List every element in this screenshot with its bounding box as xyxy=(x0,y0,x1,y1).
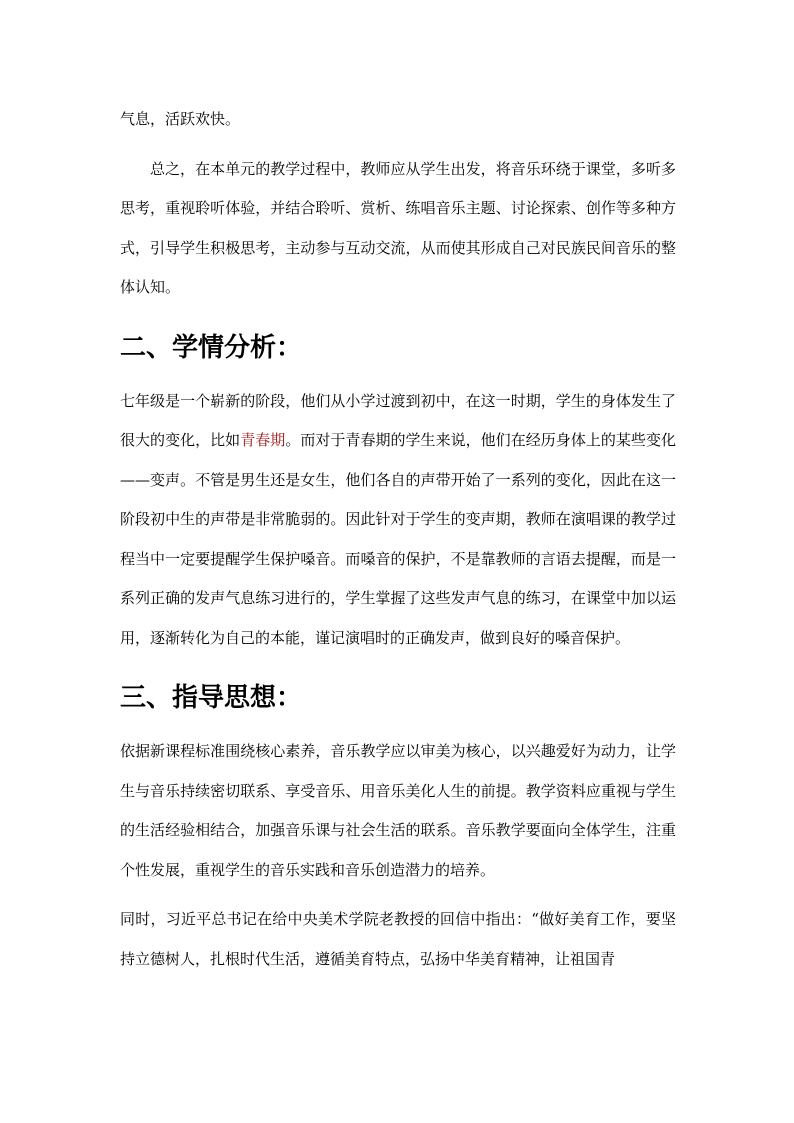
paragraph-guiding-ideology-1: 依据新课程标准围绕核心素养，音乐教学应以审美为核心，以兴趣爱好为动力，让学生与音乐持续密切联系、享受音乐、用音乐美化人生的前提。教学资料应重视与学生的生活经验相结合，加强音乐课与社会生活的联系。音乐教学要面向全体学生，注重个性发展，重视学生的音乐实践和音乐创造潜力的培养。 xyxy=(120,742,676,879)
paragraph-guiding-ideology-2: 同时，习近平总书记在给中央美术学院老教授的回信中指出：“做好美育工作，要坚持立德树人，扎根时代生活，遵循美育特点，弘扬中华美育精神，让祖国青 xyxy=(120,910,676,968)
text-part: 。而对于青春期的学生来说，他们在经历身体上的某些变化——变声。不管是男生还是女生，他们各自的声带开始了一系列的变化，因此在这一阶段初中生的声带是非常脆弱的。因此针对于学生的变声期，教师在演唱课的教学过程当中一定要提醒学生保护嗓音。而嗓音的保护，不是靠教师的言语去提醒，而是一系列正确的发声气息练习进行的，学生掌握了这些发声气息的练习，在课堂中加以运用，逐渐转化为自己的本能，谨记演唱时的正确发声，做到良好的嗓音保护。 xyxy=(120,431,676,647)
paragraph-summary: 总之，在本单元的教学过程中，教师应从学生出发，将音乐环绕于课堂，多听多思考，重视聆听体验，并结合聆听、赏析、练唱音乐主题、讨论探索、创作等多种方式，引导学生积极思考，主动参与互动交流，从而使其形成自己对民族民间音乐的整体认知。 xyxy=(120,159,676,296)
highlight-term: 青春期 xyxy=(240,431,286,449)
heading-guiding-ideology: 三、指导思想： xyxy=(120,683,303,713)
paragraph-learning-analysis xyxy=(120,382,676,659)
document-body xyxy=(120,100,676,979)
text-part: 七年级是一个崭新的阶段，他们从小学过渡到初中，在这一时期，学生的身体发生了很大的变化，比如 xyxy=(120,391,676,449)
paragraph-tail: 气息，活跃欢快。 xyxy=(120,110,241,128)
heading-learning-analysis: 二、学情分析： xyxy=(120,332,303,363)
